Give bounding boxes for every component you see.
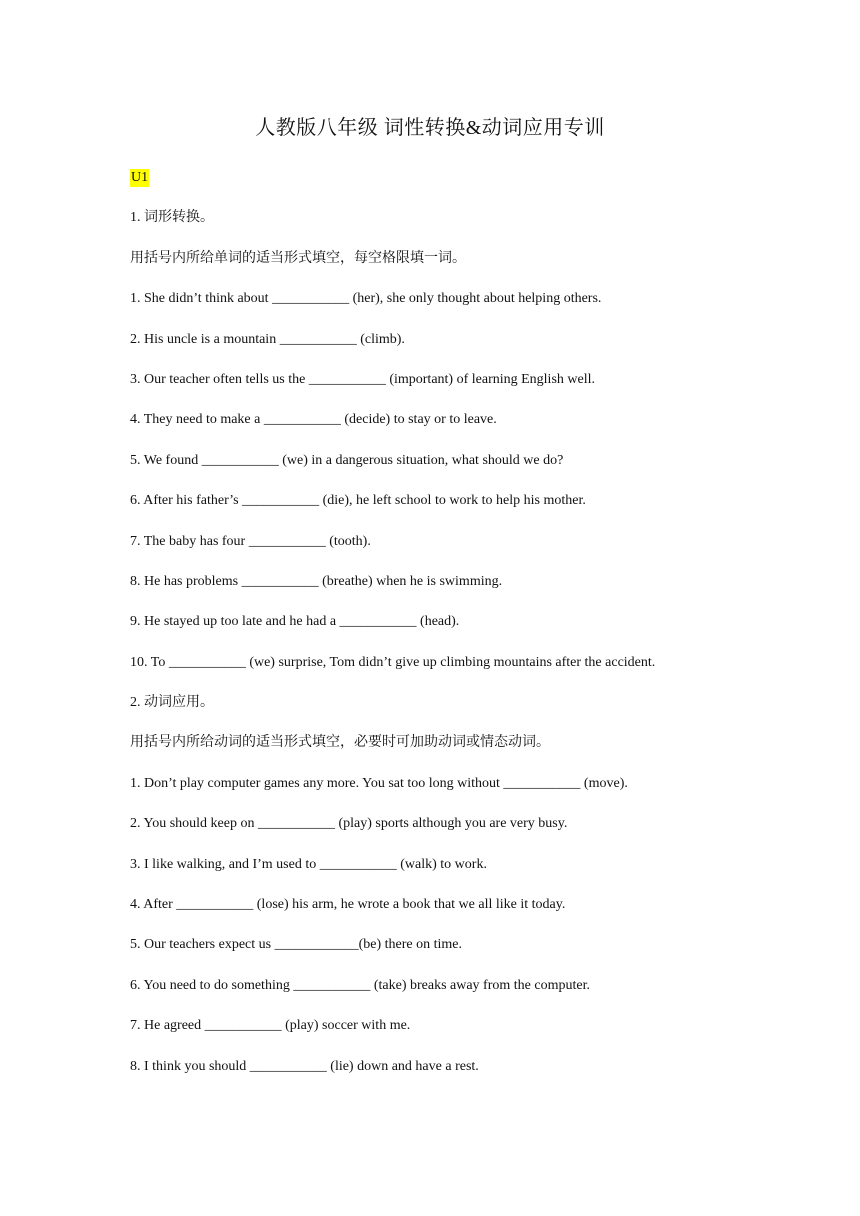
section1-item-1: 1. She didn’t think about ___________ (her), she only thought about helping others. bbox=[130, 291, 602, 307]
document-body bbox=[130, 168, 750, 1097]
section2-item-8: 8. I think you should ___________ (lie) down and have a rest. bbox=[130, 1058, 479, 1074]
section1-item-3: 3. Our teacher often tells us the ___________ (important) of learning English well. bbox=[130, 371, 596, 387]
section2-item-7: 7. He agreed ___________ (play) soccer with me. bbox=[130, 1018, 411, 1034]
section1-item-2: 2. His uncle is a mountain ___________ (climb). bbox=[130, 331, 405, 347]
section1-item-4: 4. They need to make a ___________ (decide) to stay or to leave. bbox=[130, 412, 497, 428]
section1-heading: 1. 词形转换。 bbox=[130, 210, 214, 226]
unit-line bbox=[130, 168, 750, 208]
section2-item-1: 1. Don’t play computer games any more. You sat too long without ___________ (move). bbox=[130, 775, 628, 791]
section1-item-9: 9. He stayed up too late and he had a ___________ (head). bbox=[130, 614, 460, 630]
section1-item-5: 5. We found ___________ (we) in a dangerous situation, what should we do? bbox=[130, 452, 564, 468]
section1-item-6: 6. After his father’s ___________ (die), he left school to work to help his mother. bbox=[130, 493, 586, 509]
section2-item-6: 6. You need to do something ___________ (take) breaks away from the computer. bbox=[130, 977, 590, 993]
section2-item-2: 2. You should keep on ___________ (play) sports although you are very busy. bbox=[130, 816, 568, 832]
section2-item-4: 4. After ___________ (lose) his arm, he wrote a book that we all like it today. bbox=[130, 897, 566, 913]
section2-heading: 2. 动词应用。 bbox=[130, 695, 214, 711]
section1-item-10: 10. To ___________ (we) surprise, Tom didn’t give up climbing mountains after the accident. bbox=[130, 654, 656, 670]
section1-item-7: 7. The baby has four ___________ (tooth). bbox=[130, 533, 371, 549]
unit-label: U1 bbox=[131, 170, 149, 185]
section1-instruction: 用括号内所给单词的适当形式填空，每空格限填一词。 bbox=[130, 250, 466, 266]
section1-item-8: 8. He has problems ___________ (breathe) when he is swimming. bbox=[130, 573, 503, 589]
page-title: 人教版八年级 词性转换&动词应用专训 bbox=[255, 117, 605, 139]
section2-item-3: 3. I like walking, and I’m used to ___________ (walk) to work. bbox=[130, 856, 487, 872]
section2-instruction: 用括号内所给动词的适当形式填空，必要时可加助动词或情态动词。 bbox=[130, 735, 550, 751]
section2-item-5: 5. Our teachers expect us ____________(be) there on time. bbox=[130, 937, 463, 953]
